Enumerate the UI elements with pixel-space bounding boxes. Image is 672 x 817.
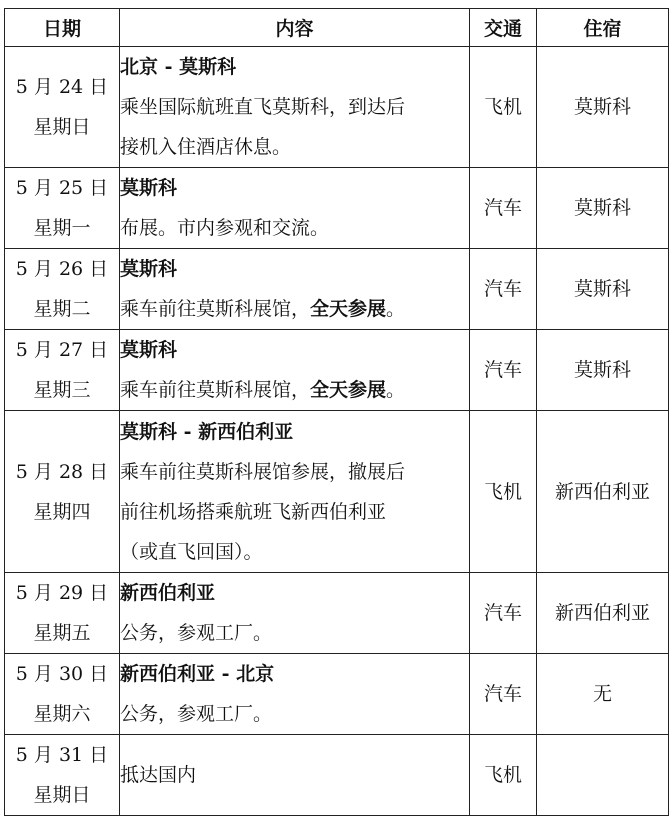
- weekday-text: 星期一: [33, 217, 91, 239]
- date-text: 5 月 28 日: [15, 460, 109, 483]
- place-title: 莫斯科: [120, 177, 178, 199]
- date-text: 5 月 27 日: [15, 339, 109, 361]
- place-title: 莫斯科 - 新西伯利亚: [120, 420, 294, 443]
- header-date: 日期: [5, 9, 120, 47]
- transport-cell: 飞机: [470, 411, 537, 573]
- description-line: 接机入住酒店休息。: [120, 136, 292, 158]
- date-cell: [5, 330, 120, 411]
- description-line: [120, 289, 469, 329]
- place-title: 北京 - 莫斯科: [120, 56, 237, 78]
- description-text: 乘车前往莫斯科展馆，: [120, 298, 311, 320]
- date-text: 5 月 30 日: [15, 663, 109, 685]
- date-cell: [5, 47, 120, 168]
- date-cell: [5, 249, 120, 330]
- description-line: 布展。市内参观和交流。: [120, 217, 330, 239]
- description-line: 乘坐国际航班直飞莫斯科，到达后: [120, 96, 406, 118]
- table-row: [5, 168, 669, 249]
- content-cell: [120, 168, 470, 249]
- lodging-cell: 莫斯科: [537, 330, 669, 411]
- description-text: 。: [386, 298, 406, 320]
- weekday-text: 星期五: [33, 622, 91, 644]
- lodging-cell: [537, 735, 669, 816]
- date-cell: [5, 573, 120, 654]
- content-cell: [120, 249, 470, 330]
- description-emphasis: 全天参展: [310, 379, 387, 401]
- transport-cell: 汽车: [470, 330, 537, 411]
- weekday-text: 星期日: [33, 116, 91, 138]
- date-text: 5 月 26 日: [15, 258, 109, 280]
- description-line: [120, 370, 469, 410]
- transport-cell: 汽车: [470, 168, 537, 249]
- description-text: 。: [386, 379, 406, 401]
- place-title: 新西伯利亚 - 北京: [120, 663, 275, 685]
- date-text: 5 月 29 日: [15, 582, 109, 604]
- place-title: 莫斯科: [120, 258, 178, 280]
- date-cell: [5, 168, 120, 249]
- content-cell: [120, 735, 470, 816]
- transport-cell: 汽车: [470, 573, 537, 654]
- transport-cell: 飞机: [470, 47, 537, 168]
- table-row: [5, 654, 669, 735]
- date-cell: [5, 411, 120, 573]
- description-line: 公务，参观工厂。: [120, 703, 273, 725]
- lodging-cell: 新西伯利亚: [537, 411, 669, 573]
- date-cell: [5, 735, 120, 816]
- transport-cell: 飞机: [470, 735, 537, 816]
- table-row: [5, 573, 669, 654]
- table-row: [5, 249, 669, 330]
- table-row: [5, 735, 669, 816]
- lodging-cell: 无: [537, 654, 669, 735]
- weekday-text: 星期六: [33, 703, 91, 725]
- place-title: 莫斯科: [120, 339, 178, 361]
- lodging-cell: 新西伯利亚: [537, 573, 669, 654]
- description-emphasis: 全天参展: [310, 298, 387, 320]
- header-row: [5, 9, 669, 47]
- date-text: 5 月 24 日: [15, 76, 109, 98]
- content-cell: [120, 573, 470, 654]
- date-text: 5 月 25 日: [15, 177, 109, 199]
- date-text: 5 月 31 日: [15, 744, 109, 766]
- content-cell: [120, 330, 470, 411]
- lodging-cell: 莫斯科: [537, 47, 669, 168]
- lodging-cell: 莫斯科: [537, 168, 669, 249]
- date-cell: [5, 654, 120, 735]
- weekday-text: 星期二: [33, 298, 91, 320]
- content-cell: [120, 654, 470, 735]
- weekday-text: 星期三: [33, 379, 91, 401]
- description-line: 抵达国内: [120, 764, 197, 786]
- weekday-text: 星期日: [33, 784, 91, 806]
- header-lodging: 住宿: [537, 9, 669, 47]
- header-content: 内容: [120, 9, 470, 47]
- description-line: 公务，参观工厂。: [120, 622, 273, 644]
- table-row: [5, 330, 669, 411]
- content-cell: [120, 47, 470, 168]
- header-transport: 交通: [470, 9, 537, 47]
- description-line: （或直飞回国）。: [120, 540, 263, 563]
- place-title: 新西伯利亚: [120, 582, 216, 604]
- weekday-text: 星期四: [33, 500, 91, 523]
- content-cell: [120, 411, 470, 573]
- description-line: 前往机场搭乘航班飞新西伯利亚: [120, 500, 387, 523]
- description-line: 乘车前往莫斯科展馆参展，撤展后: [120, 460, 406, 483]
- itinerary-table: [4, 8, 669, 816]
- transport-cell: 汽车: [470, 654, 537, 735]
- description-text: 乘车前往莫斯科展馆，: [120, 379, 311, 401]
- transport-cell: 汽车: [470, 249, 537, 330]
- table-row: [5, 411, 669, 573]
- table-row: [5, 47, 669, 168]
- lodging-cell: 莫斯科: [537, 249, 669, 330]
